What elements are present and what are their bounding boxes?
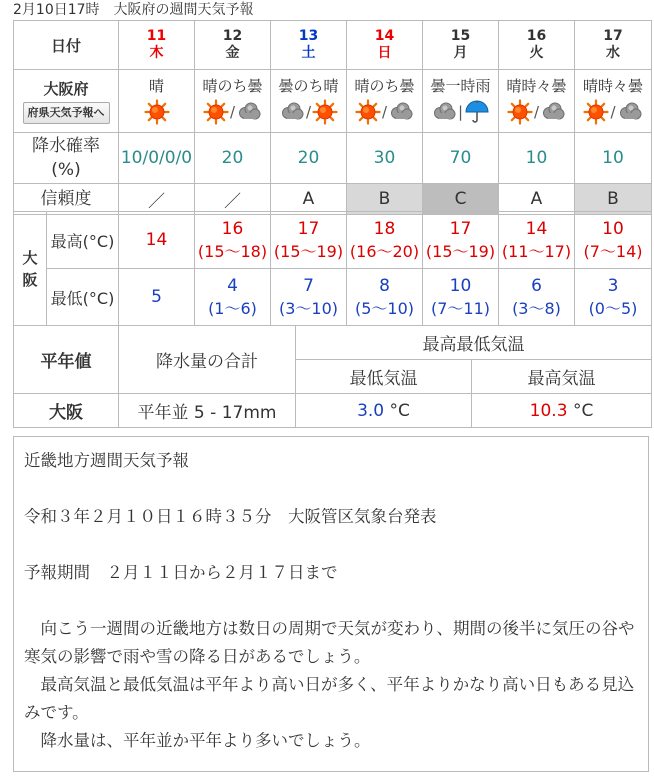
min-temp-cell <box>195 269 271 326</box>
min-temp-cell <box>271 269 347 326</box>
date-dow: 木 <box>149 45 164 61</box>
max-temp-cell <box>575 212 652 269</box>
cloud-icon <box>617 99 643 125</box>
date-dow: 月 <box>453 45 468 61</box>
weather-cell <box>575 70 652 133</box>
min-temp-cell <box>499 269 575 326</box>
min-temp-value: 5 <box>151 287 162 307</box>
icon-separator: / <box>381 103 388 121</box>
date-day: 16 <box>526 28 547 44</box>
reliability-value: ／ <box>119 184 195 215</box>
temp-normals-header: 最高最低気温 <box>296 326 652 360</box>
city-label <box>14 212 47 326</box>
max-temp-value: 14 <box>525 219 548 239</box>
reliability-row <box>14 184 652 215</box>
min-temp-value: 8 <box>379 276 390 296</box>
cloud-icon <box>388 99 414 125</box>
sun-icon <box>507 99 533 125</box>
max-temp-cell <box>271 212 347 269</box>
report-body-3: 降水量は、平年並か平年より多いでしょう。 <box>24 731 371 750</box>
min-temp-range: (3〜10) <box>278 299 339 318</box>
precip-normal-value: 平年並 5 - 17mm <box>119 394 296 428</box>
report-issued: 令和３年２月１０日１６時３５分 大阪管区気象台発表 <box>24 507 437 526</box>
min-temp-row <box>14 269 652 326</box>
weather-icons <box>499 97 574 127</box>
weather-text: 晴のち曇 <box>202 77 263 95</box>
weather-icons <box>347 97 422 127</box>
icon-separator: / <box>305 103 312 121</box>
max-temp-range: (7〜14) <box>583 242 643 261</box>
date-dow: 日 <box>377 45 392 61</box>
pop-value: 70 <box>423 133 499 184</box>
min-temp-cell <box>575 269 652 326</box>
weather-cell <box>195 70 271 133</box>
reliability-value: C <box>423 184 499 215</box>
min-temp-range: (0〜5) <box>588 299 638 318</box>
max-temp-value: 16 <box>221 219 244 239</box>
weather-text: 晴時々曇 <box>506 77 567 95</box>
icon-separator: / <box>229 103 236 121</box>
weather-cell <box>271 70 347 133</box>
min-temp-range: (3〜8) <box>512 299 561 318</box>
min-temp-range: (1〜6) <box>208 299 257 318</box>
pop-label: 降水確率 <box>32 136 100 156</box>
cloud-icon <box>279 99 305 125</box>
max-temp-normal-value: 10.3 <box>529 400 568 421</box>
precip-total-header: 降水量の合計 <box>119 326 296 394</box>
sun-icon <box>583 99 609 125</box>
date-cell <box>347 21 423 70</box>
date-row <box>14 21 652 70</box>
date-header: 日付 <box>14 21 119 70</box>
max-temp-value: 18 <box>373 219 396 239</box>
weather-cell <box>423 70 499 133</box>
pop-unit: (%) <box>51 160 81 180</box>
max-temp-row <box>14 212 652 269</box>
date-dow: 火 <box>529 45 544 61</box>
date-day: 14 <box>374 28 395 44</box>
weather-icons <box>195 97 270 127</box>
umbrella-icon <box>464 99 490 125</box>
date-cell <box>423 21 499 70</box>
date-cell <box>499 21 575 70</box>
min-temp-value: 7 <box>303 276 314 296</box>
report-body-2: 最高気温と最低気温は平年より高い日が多く、平年よりかなり高い日もある見込みです。 <box>24 675 635 722</box>
pop-value: 10/0/0/0 <box>119 133 195 184</box>
date-dow: 金 <box>225 45 240 61</box>
weather-text: 曇のち晴 <box>278 77 339 95</box>
pop-value: 10 <box>575 133 652 184</box>
weekly-forecast-table <box>13 20 652 215</box>
city-vertical-label: 大 阪 <box>22 248 38 289</box>
weather-text: 晴時々曇 <box>582 77 643 95</box>
date-cell <box>575 21 652 70</box>
pop-value: 20 <box>271 133 347 184</box>
date-day: 17 <box>603 28 623 44</box>
min-temp-label: 最低(°C) <box>47 269 119 326</box>
min-temp-value: 3 <box>607 276 619 296</box>
reliability-value: A <box>499 184 575 215</box>
normals-label: 平年値 <box>14 326 119 394</box>
sun-icon <box>203 99 229 125</box>
prefecture-forecast-button[interactable]: 府県天気予報へ <box>23 102 110 124</box>
date-day: 12 <box>222 28 243 44</box>
max-temp-cell <box>499 212 575 269</box>
date-day: 13 <box>298 28 319 44</box>
date-cell <box>119 21 195 70</box>
max-temp-normal-header: 最高気温 <box>472 360 652 394</box>
min-temp-normal-unit: °C <box>389 400 410 421</box>
normals-table <box>13 325 652 428</box>
region-cell <box>14 70 119 133</box>
min-temp-value: 6 <box>531 276 542 296</box>
weather-text: 晴 <box>148 77 164 95</box>
max-temp-range: (16〜20) <box>349 242 420 261</box>
date-day: 15 <box>450 28 471 44</box>
max-temp-range: (15〜19) <box>425 242 496 261</box>
pop-row <box>14 133 652 184</box>
min-temp-value: 4 <box>227 276 238 296</box>
weather-icons <box>575 97 651 127</box>
normals-city: 大阪 <box>14 394 119 428</box>
reliability-value: B <box>347 184 423 215</box>
max-temp-value: 10 <box>602 219 624 239</box>
max-temp-value: 17 <box>449 219 472 239</box>
max-temp-range: (15〜18) <box>197 242 268 261</box>
reliability-header: 信頼度 <box>14 184 119 215</box>
icon-separator: / <box>533 103 540 121</box>
min-temp-cell <box>423 269 499 326</box>
date-dow: 水 <box>606 45 620 61</box>
report-period: 予報期間 ２月１１日から２月１７日まで <box>24 563 338 582</box>
sun-icon <box>355 99 381 125</box>
region-name: 大阪府 <box>43 80 89 98</box>
weather-icons <box>271 97 346 127</box>
max-temp-cell <box>423 212 499 269</box>
max-temp-range: (11〜17) <box>501 242 572 261</box>
weather-cell <box>119 70 195 133</box>
temperature-table <box>13 211 652 326</box>
min-temp-normal-header: 最低気温 <box>296 360 472 394</box>
weather-icons <box>423 97 498 127</box>
regional-forecast-text <box>13 436 649 772</box>
pop-header <box>14 133 119 184</box>
max-temp-range: (15〜19) <box>273 242 344 261</box>
cloud-icon <box>431 99 457 125</box>
sun-icon <box>144 99 170 125</box>
min-temp-range: (5〜10) <box>354 299 415 318</box>
icon-separator: | <box>457 103 464 121</box>
pop-value: 10 <box>499 133 575 184</box>
min-temp-normal-value: 3.0 <box>357 400 385 421</box>
max-temp-cell <box>195 212 271 269</box>
weather-text: 曇一時雨 <box>430 77 491 95</box>
page-caption: 2月10日17時 大阪府の週間天気予報 <box>13 2 254 18</box>
pop-value: 30 <box>347 133 423 184</box>
reliability-value: B <box>575 184 652 215</box>
max-temp-normal-unit: °C <box>572 400 594 421</box>
reliability-value: ／ <box>195 184 271 215</box>
pop-value: 20 <box>195 133 271 184</box>
max-temp-value: 14 <box>145 230 168 250</box>
cloud-icon <box>236 99 262 125</box>
max-temp-cell <box>347 212 423 269</box>
weather-cell <box>499 70 575 133</box>
min-temp-cell <box>119 269 195 326</box>
reliability-value: A <box>271 184 347 215</box>
report-body-1: 向こう一週間の近畿地方は数日の周期で天気が変わり、期間の後半に気圧の谷や寒気の影響で雨や雪の降る日があるでしょう。 <box>24 619 635 666</box>
min-temp-cell <box>347 269 423 326</box>
date-cell <box>271 21 347 70</box>
date-day: 11 <box>146 28 167 44</box>
weather-text: 晴のち曇 <box>354 77 415 95</box>
min-temp-normal-cell <box>296 394 472 428</box>
weather-row <box>14 70 652 133</box>
max-temp-normal-cell <box>472 394 652 428</box>
weather-cell <box>347 70 423 133</box>
max-temp-label: 最高(°C) <box>47 212 119 269</box>
max-temp-cell <box>119 212 195 269</box>
date-cell <box>195 21 271 70</box>
report-title: 近畿地方週間天気予報 <box>24 451 189 470</box>
max-temp-value: 17 <box>297 219 320 239</box>
date-dow: 土 <box>301 45 316 61</box>
weather-icons <box>119 97 194 127</box>
icon-separator: / <box>610 103 616 121</box>
min-temp-value: 10 <box>449 276 472 296</box>
min-temp-range: (7〜11) <box>430 299 491 318</box>
cloud-icon <box>540 99 566 125</box>
sun-icon <box>312 99 338 125</box>
